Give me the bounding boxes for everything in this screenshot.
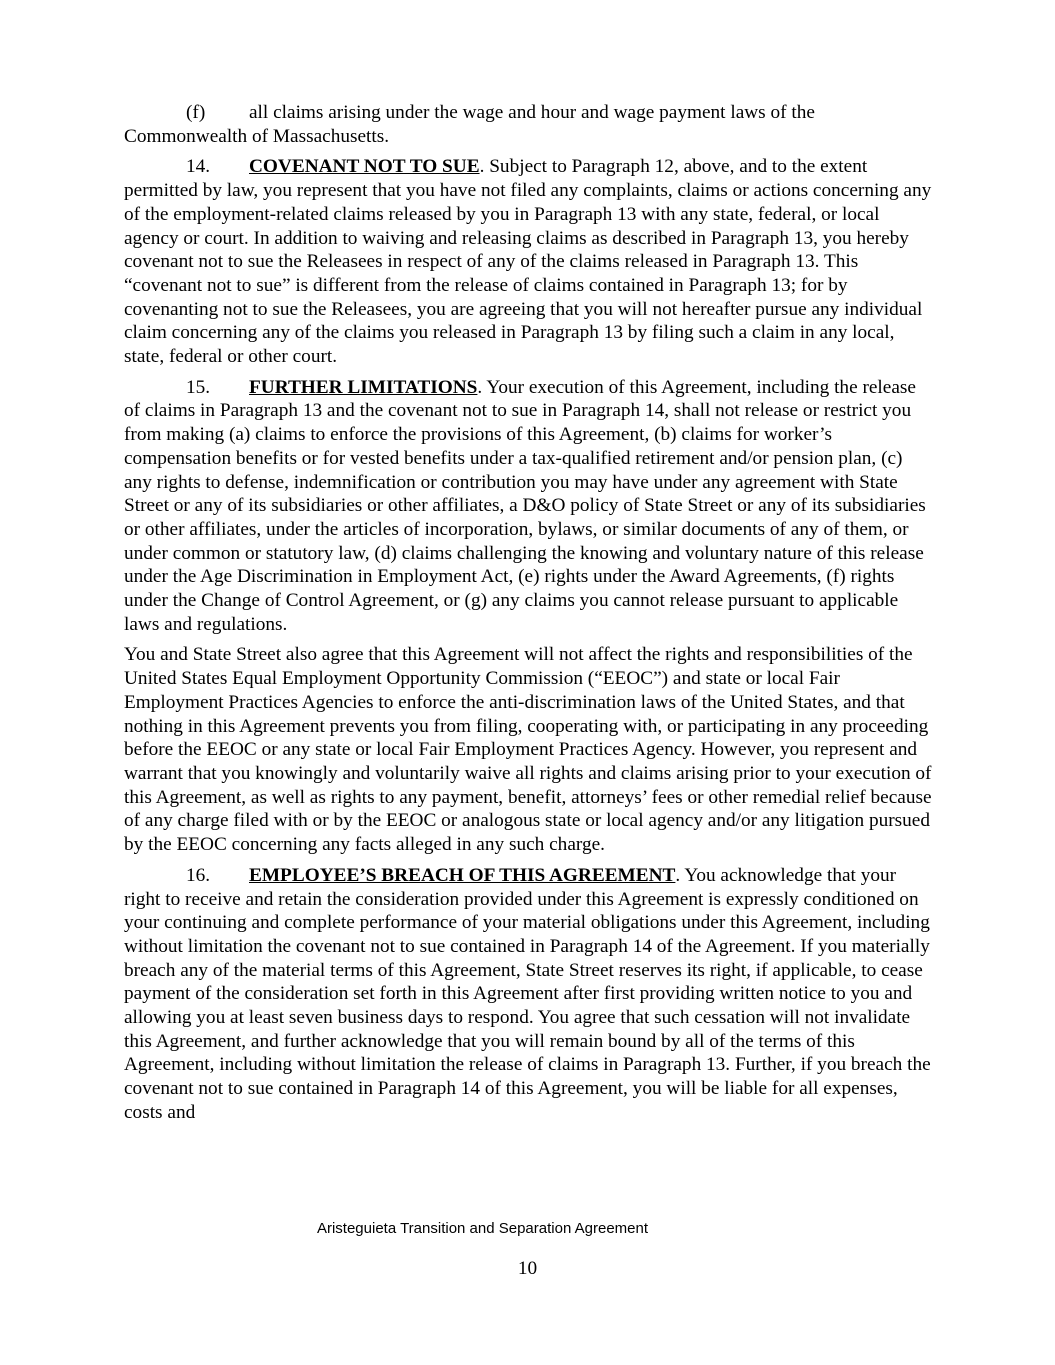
document-body	[124, 101, 934, 1132]
paragraph-16	[124, 864, 934, 1125]
paragraph-13f	[124, 101, 934, 148]
paragraph-text: . You acknowledge that your right to receive and retain the consideration provided under this Agreement is expressly conditioned on your continuing and complete performance of your material obligations under this Agreement, including without limitation the covenant not to sue contained in Paragraph 14 of the Agreement. If you materially breach any of the material terms of this Agreement, State Street reserves its right, if applicable, to cease payment of the consideration set forth in this Agreement after first providing written notice to you and allowing you at least seven business days to respond. You agree that such cessation will not invalidate this Agreement, and further acknowledge that you will remain bound by all of the terms of this Agreement, including without limitation the release of claims in Paragraph 13. Further, if you breach the covenant not to sue contained in Paragraph 14 of this Agreement, you will be liable for all expenses, costs and	[124, 864, 931, 1123]
section-heading: EMPLOYEE’S BREACH OF THIS AGREEMENT	[249, 864, 676, 886]
page-number: 10	[517, 1258, 538, 1279]
paragraph-text: . Subject to Paragraph 12, above, and to the extent permitted by law, you represent that you have not filed any complaints, claims or actions concerning any of the employment-related claims released by you in Paragraph 13 with any state, federal, or local agency or court. In addition to waiving and releasing claims as described in Paragraph 13, you hereby covenant not to sue the Releasees in respect of any of the claims released in Paragraph 13. This “covenant not to sue” is different from the release of claims contained in Paragraph 13; for by covenanting not to sue the Releasees, you are agreeing that you will not hereafter pursue any individual claim concerning any of the claims you released in Paragraph 13 by filing such a claim in any local, state, federal or other court.	[124, 156, 932, 368]
section-heading: COVENANT NOT TO SUE	[249, 156, 480, 178]
paragraph-15	[124, 376, 934, 637]
paragraph-number: 14.	[186, 156, 211, 178]
footer-document-title: Aristeguieta Transition and Separation Agreement	[316, 1220, 649, 1237]
paragraph-text: You and State Street also agree that this Agreement will not affect the rights and responsibilities of the United States Equal Employment Opportunity Commission (“EEOC”) and state or local Fair Employment Practices Agencies to enforce the anti-discrimination laws of the United States, and that nothing in this Agreement prevents you from filing, cooperating with, or participating in any proceeding before the EEOC or any state or local Fair Employment Practices Agency. However, you represent and warrant that you knowingly and voluntarily waive all rights and claims arising prior to your execution of this Agreement, as well as rights to any payment, benefit, attorneys’ fees or other remedial relief because of any charge filed with or by the EEOC or analogous state or local agency and/or any litigation pursued by the EEOC concerning any facts alleged in any such charge.	[124, 644, 932, 856]
paragraph-number: 16.	[186, 864, 211, 886]
section-heading: FURTHER LIMITATIONS	[249, 376, 478, 398]
paragraph-number: (f)	[186, 102, 206, 123]
paragraph-14	[124, 155, 934, 368]
paragraph-number: 15.	[186, 376, 211, 398]
paragraph-text: all claims arising under the wage and hour and wage payment laws of the Commonwealth of Massachusetts.	[124, 102, 815, 147]
paragraph-15-continued	[124, 643, 934, 856]
paragraph-text: . Your execution of this Agreement, including the release of claims in Paragraph 13 and the covenant not to sue in Paragraph 14, shall not release or restrict you from making (a) claims to enforce the provisions of this Agreement, (b) claims for worker’s compensation benefits or for vested benefits under a tax-qualified retirement and/or pension plan, (c) any rights to defense, indemnification or contribution you may have under any agreement with State Street or any of its subsidiaries or other affiliates, a D&O policy of State Street or any of its subsidiaries or other affiliates, under the articles of incorporation, bylaws, or similar documents of any of them, or under common or statutory law, (d) claims challenging the knowing and voluntary nature of this release under the Age Discrimination in Employment Act, (e) rights under the Award Agreements, (f) rights under the Change of Control Agreement, or (g) any claims you cannot release pursuant to applicable laws and regulations.	[124, 376, 926, 635]
